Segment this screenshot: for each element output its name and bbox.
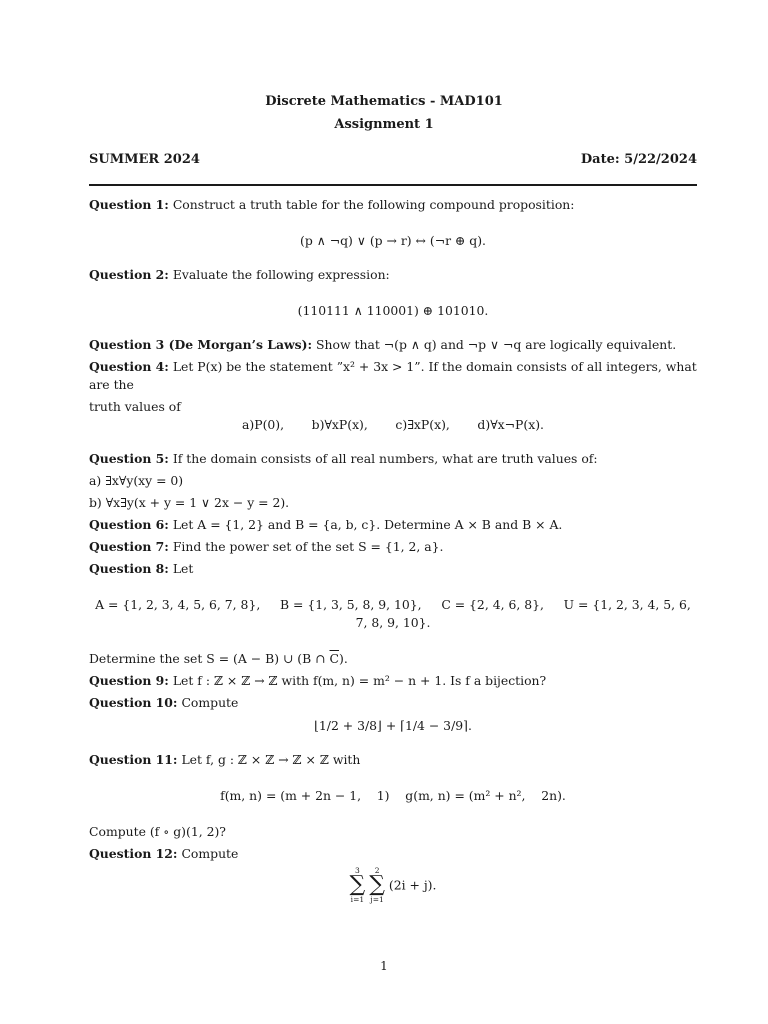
question-10: Question 10: Compute [89, 694, 239, 710]
outer-sum: 3 ∑ i=1 [349, 865, 366, 905]
question-12-formula: 3 ∑ i=1 2 ∑ j=1 (2i + j). [349, 865, 437, 905]
question-12: Question 12: Compute [89, 845, 239, 861]
page-number: 1 [380, 959, 388, 973]
question-11: Question 11: Let f, g : ℤ × ℤ → ℤ × ℤ with [89, 751, 361, 767]
header-rule [89, 184, 697, 186]
question-11-functions: f(m, n) = (m + 2n − 1, 1) g(m, n) = (m² + n², 2n). [220, 787, 566, 803]
question-9: Question 9: Let f : ℤ × ℤ → ℤ with f(m, n) = m² − n + 1. Is f a bijection? [89, 672, 547, 688]
question-2: Question 2: Evaluate the following expression: [89, 266, 390, 282]
question-2-formula: (110111 ∧ 110001) ⊕ 101010. [297, 302, 489, 318]
term-label: SUMMER 2024 [89, 152, 200, 167]
question-10-formula: ⌊1/2 + 3/8⌋ + ⌈1/4 − 3/9⌉. [314, 717, 472, 733]
question-8-sets: A = {1, 2, 3, 4, 5, 6, 7, 8}, B = {1, 3, 5, 8, 9, 10}, C = {2, 4, 6, 8}, U = {1, 2, 3, 4, 5, 6, 7, 8, 9, 10}. [95, 596, 691, 630]
question-5-a: a) ∃x∀y(xy = 0) [89, 472, 184, 488]
question-4-line2: truth values of [89, 398, 181, 414]
assignment-title: Assignment 1 [334, 117, 434, 132]
question-4: Question 4: Let P(x) be the statement ”x² + 3x > 1”. If the domain consists of all integers, what are the [89, 358, 697, 392]
question-4-options: a)P(0), b)∀xP(x), c)∃xP(x), d)∀x¬P(x). [242, 416, 544, 432]
date-label: Date: 5/22/2024 [580, 152, 697, 167]
question-8-determine: Determine the set S = (A − B) ∪ (B ∩ $\overline{C}$). [89, 650, 348, 666]
question-5: Question 5: If the domain consists of all real numbers, what are truth values of: [89, 450, 598, 466]
question-8: Question 8: Let [89, 560, 194, 576]
questions [89, 196, 697, 904]
question-1: Question 1: Construct a truth table for the following compound proposition: [89, 197, 575, 212]
question-11-ask: Compute (f ∘ g)(1, 2)? [89, 823, 226, 839]
question-1-formula: (p ∧ ¬q) ∨ (p → r) ↔ (¬r ⊕ q). [300, 232, 486, 248]
course-title: Discrete Mathematics - MAD101 [265, 94, 503, 109]
question-6: Question 6: Let A = {1, 2} and B = {a, b, c}. Determine A × B and B × A. [89, 516, 563, 532]
question-3: Question 3 (De Morgan’s Laws): Show that ¬(p ∧ q) and ¬p ∨ ¬q are logically equivalent. [89, 336, 677, 352]
question-5-b: b) ∀x∃y(x + y = 1 ∨ 2x − y = 2). [89, 494, 290, 510]
question-7: Question 7: Find the power set of the set S = {1, 2, a}. [89, 538, 444, 554]
inner-sum: 2 ∑ j=1 [369, 865, 385, 905]
